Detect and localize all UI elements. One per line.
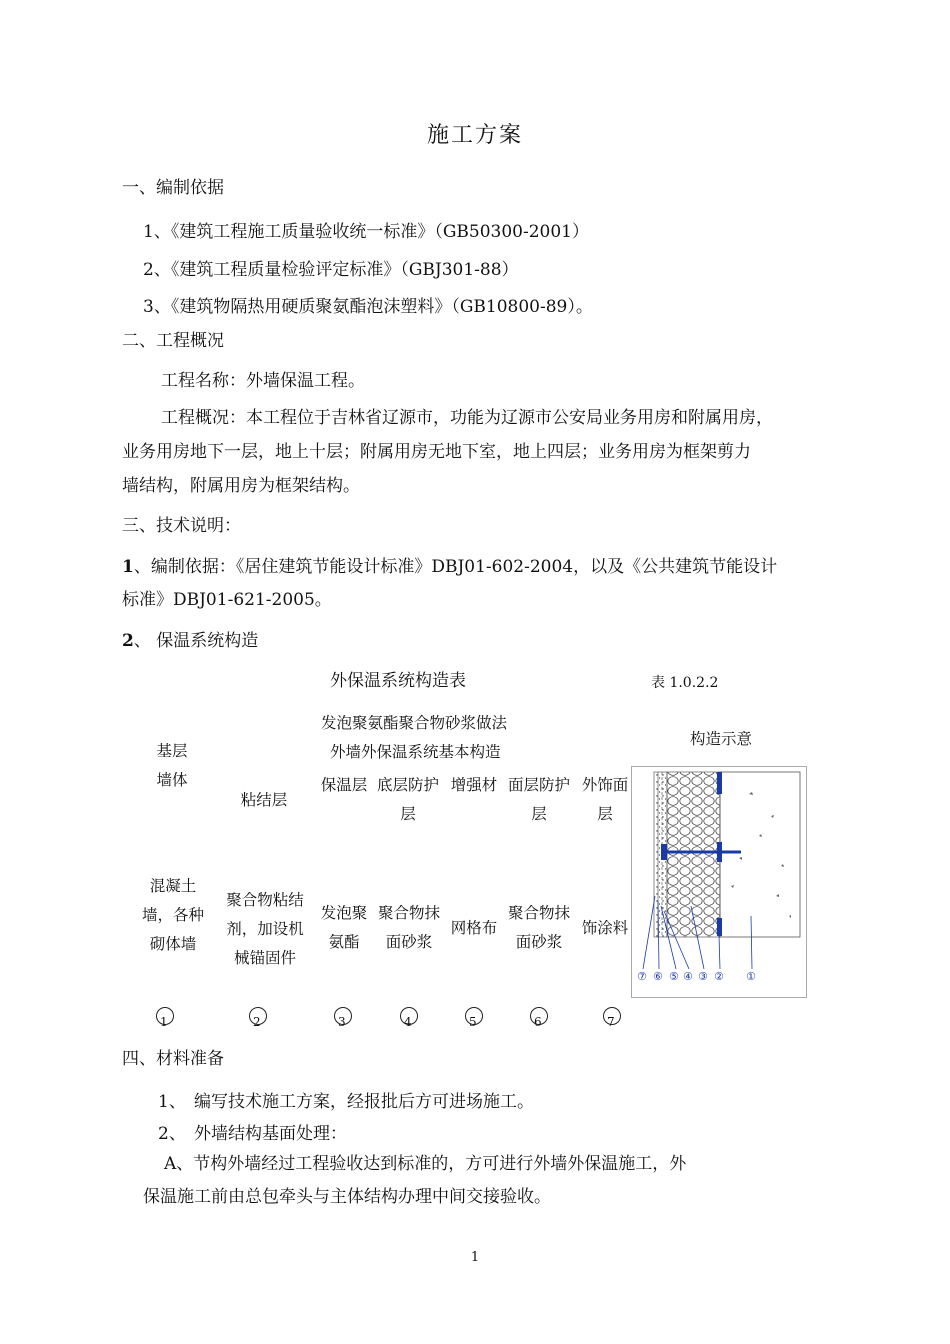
col-header-reinforcement: 增强材 — [450, 776, 498, 794]
page-title: 施工方案 — [426, 123, 523, 148]
project-name: 工程名称：外墙保温工程。 — [161, 371, 365, 391]
diagram-label-6: ⑥ — [653, 970, 663, 983]
diagram-label-2: ② — [714, 970, 724, 983]
col-header-insulation: 保温层 — [320, 776, 368, 794]
section-heading-overview: 二、工程概况 — [122, 331, 224, 351]
base-wall-layer — [720, 772, 800, 937]
cell-finish: 饰涂料 — [581, 919, 629, 937]
diagram-label-5: ⑤ — [669, 970, 679, 983]
cell-bottom-protection: 聚合物抹面砂浆 — [377, 904, 440, 951]
overview-line-3: 墙结构，附属用房为框架结构。 — [122, 476, 360, 496]
materials-item-2-text: 外墙结构基面处理： — [194, 1124, 347, 1144]
col-header-bond-layer: 粘结层 — [240, 791, 288, 809]
marker-label-1: 1 — [160, 1015, 168, 1029]
materials-a-line-2: 保温施工前由总包牵头与主体结构办理中间交接验收。 — [143, 1187, 551, 1207]
table-header-diagram: 构造示意 — [690, 730, 753, 748]
anchor-top — [717, 772, 722, 794]
table-number: 表 1.0.2.2 — [651, 675, 719, 691]
materials-a-line-1: A、节构外墙经过工程验收达到标准的，方可进行外墙外保温施工，外 — [164, 1154, 687, 1174]
table-title: 外保温系统构造表 — [330, 671, 466, 691]
tech-para-1-text: 、编制依据：《居住建筑节能设计标准》DBJ01-602-2004，以及《公共建筑节能设计 — [133, 557, 778, 577]
anchor-plate — [661, 844, 667, 860]
col-header-finish: 外饰面层 — [581, 776, 629, 823]
col-header-bottom-protection: 底层防护层 — [376, 776, 439, 823]
tech-para-2-number: 2 — [122, 631, 134, 651]
cell-reinforcement: 网格布 — [450, 919, 498, 937]
cell-base-wall: 混凝土墙，各种砌体墙 — [141, 877, 204, 953]
insulation-layer — [667, 772, 720, 937]
diagram-label-1: ① — [746, 970, 756, 983]
tech-para-1-line-1 — [122, 555, 777, 579]
diagram-label-4: ④ — [683, 970, 693, 983]
overview-line-2: 业务用房地下一层，地上十层；附属用房无地下室，地上四层；业务用房为框架剪力 — [122, 442, 751, 462]
materials-item-1-text: 编写技术施工方案，经报批后方可进场施工。 — [194, 1092, 534, 1112]
marker-label-4: 4 — [404, 1015, 412, 1029]
cell-bond-layer: 聚合物粘结剂，加设机械锚固件 — [226, 891, 304, 967]
tech-para-1-line-2: 标准》DBJ01-621-2005。 — [122, 590, 332, 610]
section-heading-tech: 三、技术说明： — [122, 516, 241, 536]
tech-para-1-number: 1 — [122, 557, 134, 577]
diagram-label-3: ③ — [698, 970, 708, 983]
tech-para-2-text: 、 保温系统构造 — [133, 631, 259, 651]
page-number: 1 — [470, 1250, 480, 1265]
diagram-label-7: ⑦ — [637, 970, 647, 983]
marker-label-7: 7 — [607, 1015, 615, 1029]
materials-item-2-number: 2、 — [158, 1124, 186, 1144]
table-header-method: 发泡聚氨酯聚合物砂浆做法 — [321, 714, 508, 732]
materials-item-1-number: 1、 — [158, 1092, 186, 1112]
col-header-base-wall: 基层墙体 — [156, 742, 188, 789]
marker-label-2: 2 — [253, 1015, 261, 1029]
basis-item-1: 1、《建筑工程施工质量验收统一标准》（GB50300-2001） — [143, 222, 589, 242]
marker-label-6: 6 — [534, 1015, 542, 1029]
marker-label-5: 5 — [469, 1015, 477, 1029]
cell-surface-protection: 聚合物抹面砂浆 — [507, 904, 570, 951]
table-header-system: 外墙外保温系统基本构造 — [330, 743, 501, 761]
col-header-surface-protection: 面层防护层 — [507, 776, 570, 823]
basis-item-2: 2、《建筑工程质量检验评定标准》（GBJ301-88） — [143, 260, 519, 280]
tech-para-2 — [122, 629, 258, 653]
section-heading-materials: 四、材料准备 — [122, 1049, 224, 1069]
cell-insulation: 发泡聚氨酯 — [320, 904, 368, 951]
overview-line-1: 工程概况：本工程位于吉林省辽源市，功能为辽源市公安局业务用房和附属用房， — [161, 408, 773, 428]
marker-label-3: 3 — [338, 1015, 346, 1029]
basis-item-3: 3、《建筑物隔热用硬质聚氨酯泡沫塑料》（GB10800-89）。 — [143, 297, 593, 317]
construction-diagram — [631, 766, 807, 998]
section-heading-basis: 一、编制依据 — [122, 178, 224, 198]
anchor-bottom — [717, 918, 722, 936]
